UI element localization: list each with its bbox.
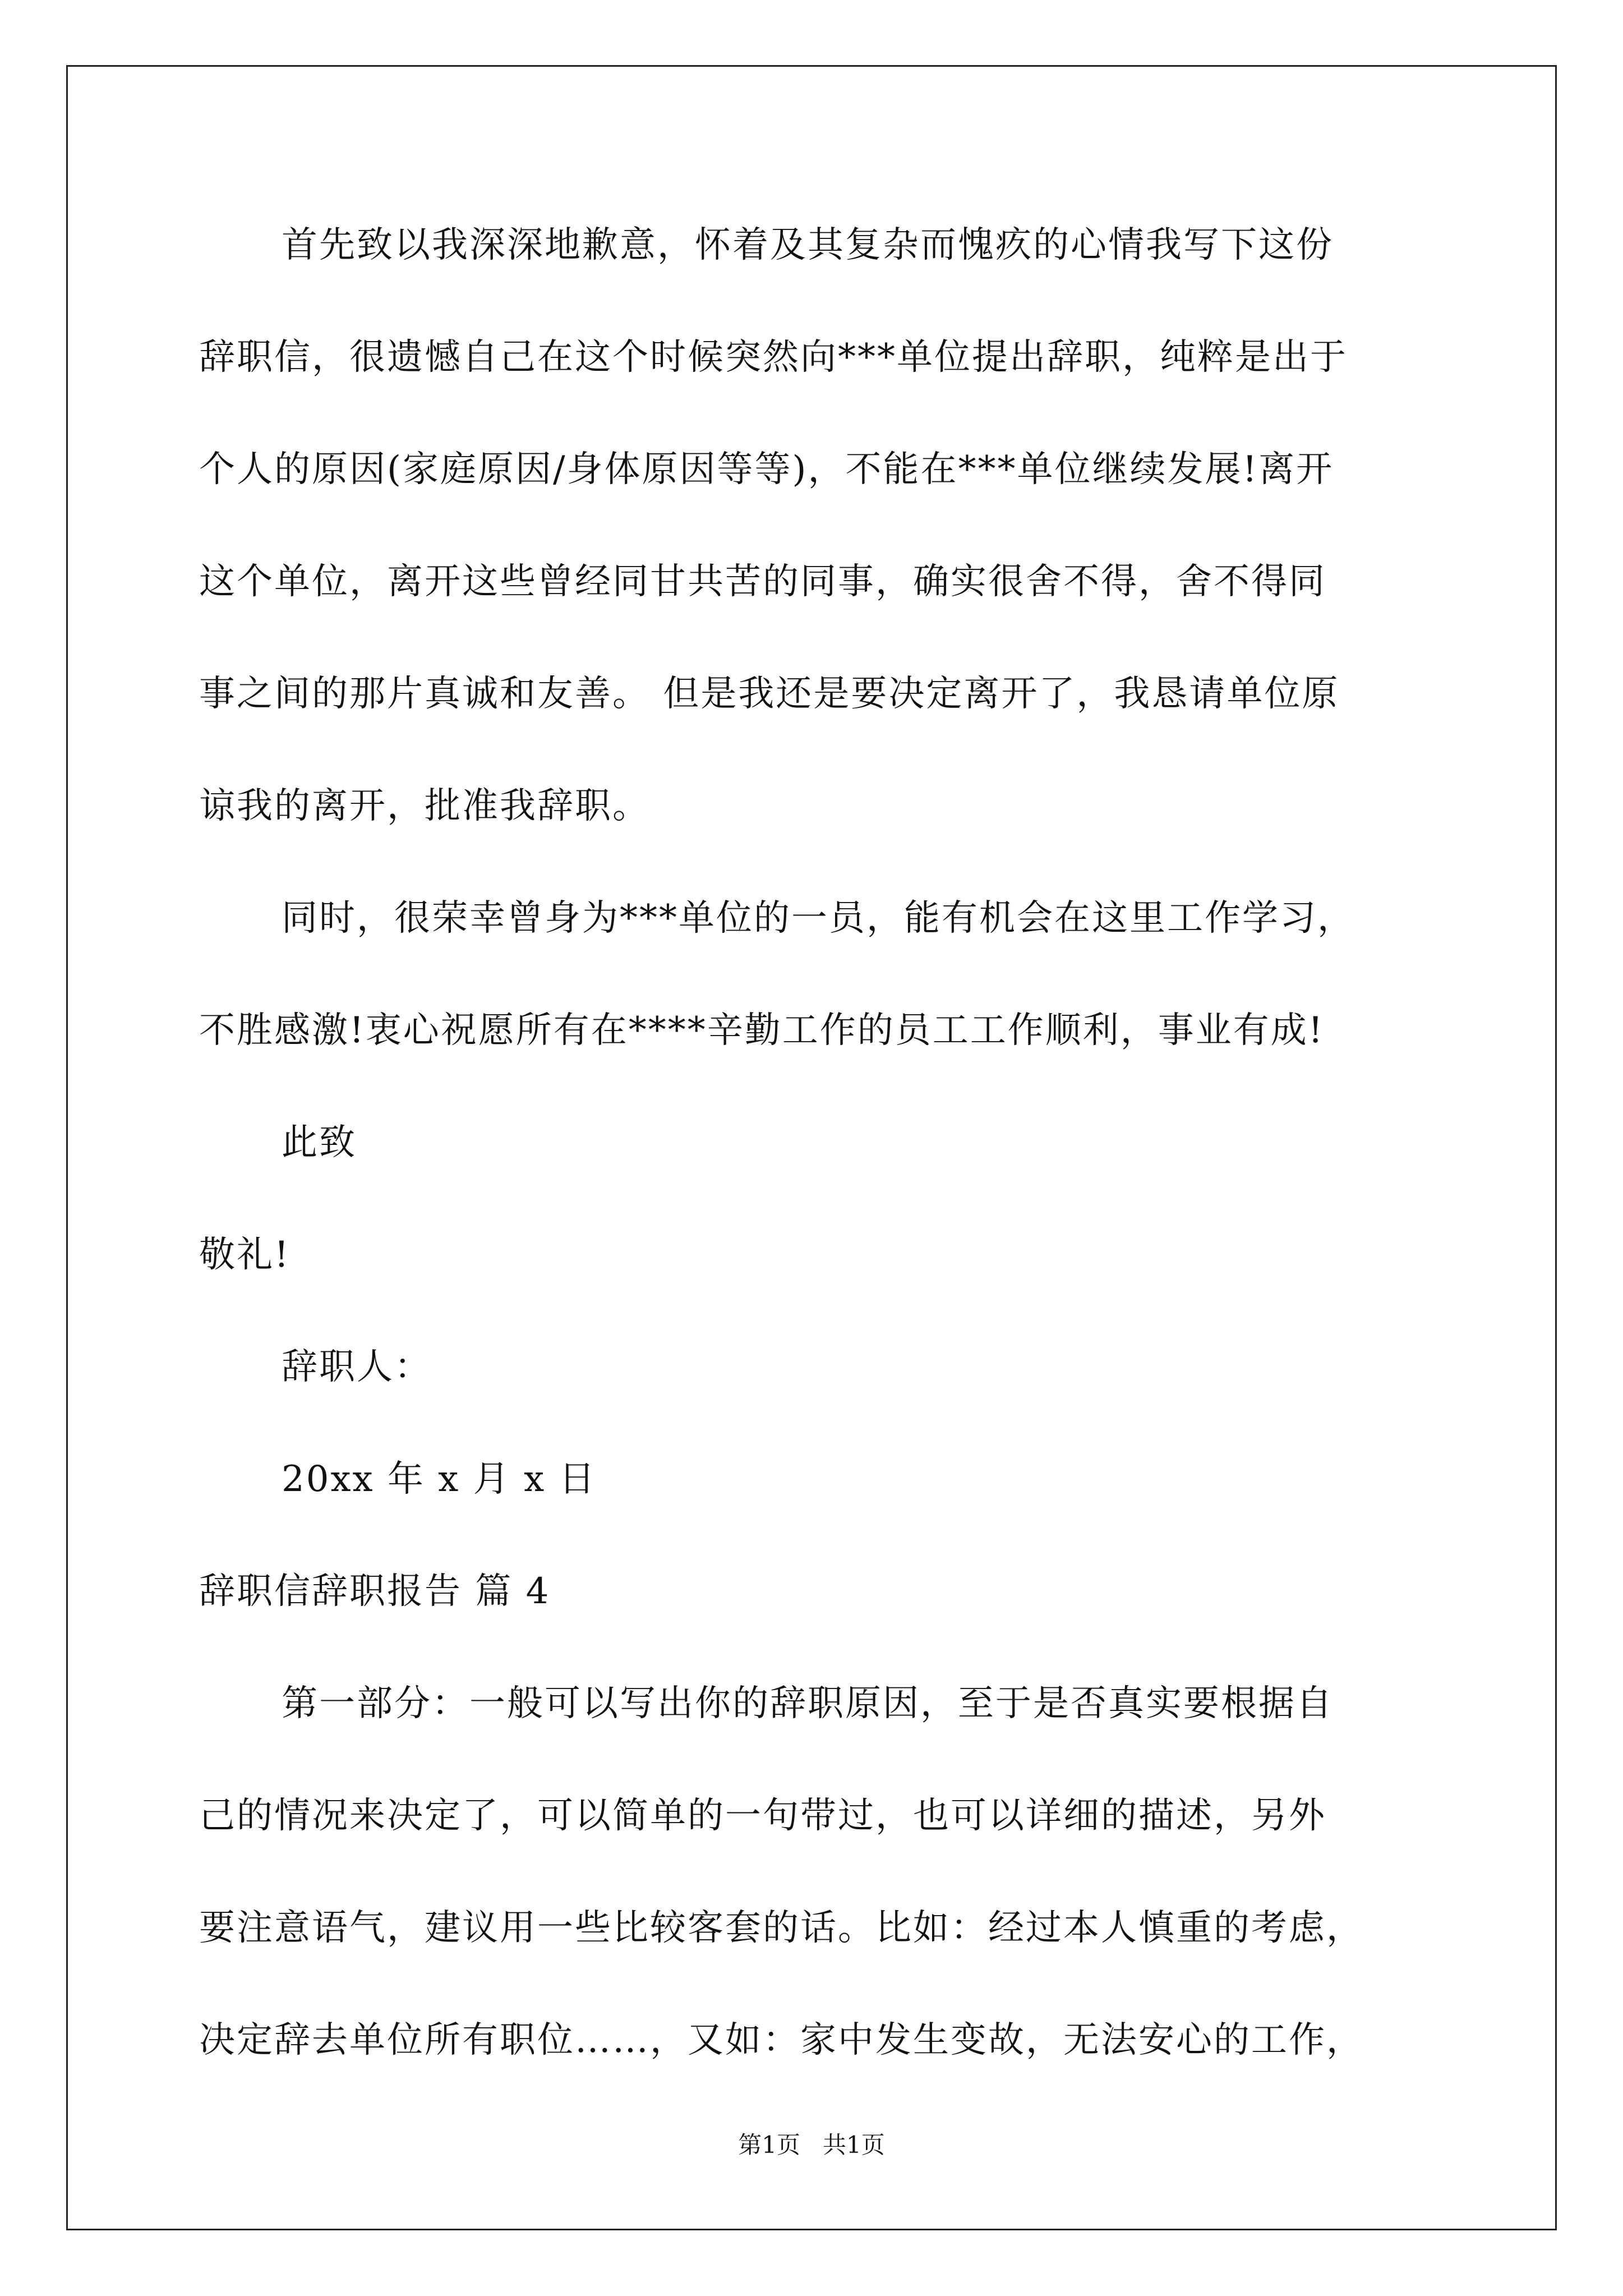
paragraph-line: 谅我的离开，批准我辞职。: [199, 785, 650, 827]
paragraph-line: 第一部分：一般可以写出你的辞职原因，至于是否真实要根据自: [282, 1683, 1334, 1724]
paragraph-line: 要注意语气，建议用一些比较客套的话。比如：经过本人慎重的考虑，: [199, 1907, 1364, 1949]
paragraph-line: 决定辞去单位所有职位……，又如：家中发生变故，无法安心的工作，: [199, 2019, 1364, 2061]
paragraph-line: 不胜感激!衷心祝愿所有在****辛勤工作的员工工作顺利，事业有成!: [199, 1010, 1325, 1051]
paragraph-line: 事之间的那片真诚和友善。 但是我还是要决定离开了，我恳请单位原: [199, 673, 1340, 715]
paragraph-line: 首先致以我深深地歉意，怀着及其复杂而愧疚的心情我写下这份: [282, 224, 1334, 266]
paragraph-line: 己的情况来决定了，可以简单的一句带过，也可以详细的描述，另外: [199, 1795, 1326, 1837]
paragraph-line: 同时，很荣幸曾身为***单位的一员，能有机会在这里工作学习，: [282, 898, 1355, 939]
paragraph-line: 个人的原因(家庭原因/身体原因等等)，不能在***单位继续发展!离开: [199, 449, 1334, 490]
salutation-line: 此致: [282, 1122, 357, 1163]
date-line: 20xx 年 x 月 x 日: [282, 1458, 597, 1500]
paragraph-line: 辞职信，很遗憾自己在这个时候突然向***单位提出辞职，纯粹是出于: [199, 337, 1348, 378]
paragraph-line: 这个单位，离开这些曾经同甘共苦的同事，确实很舍不得，舍不得同: [199, 561, 1326, 602]
page-number-footer: 第1页 共1页: [738, 2131, 885, 2159]
closing-line: 敬礼!: [199, 1234, 291, 1276]
signature-line: 辞职人：: [282, 1346, 432, 1388]
section-heading: 辞职信辞职报告 篇 4: [199, 1571, 551, 1612]
